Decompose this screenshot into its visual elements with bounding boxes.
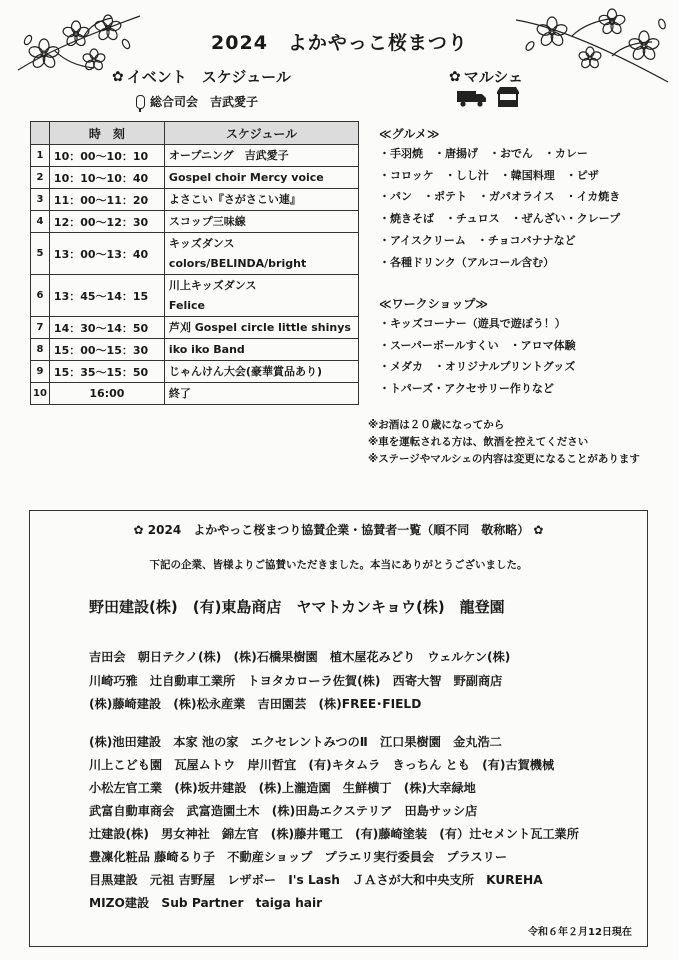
row-number: 3 [31, 189, 50, 211]
schedule-line: キッズダンス [168, 236, 235, 250]
sponsor-line: 辻建設(株) 男女神社 錦左官 (株)藤井電工 (有)藤崎塗装 (有）辻セメント瓦工業所 [89, 827, 579, 841]
row-time: 10：00〜10：10 [49, 145, 164, 167]
event-schedule-heading [112, 66, 291, 87]
row-time: 13：00〜13：40 [49, 233, 164, 275]
row-time: 13：45〜14：15 [49, 275, 164, 317]
table-row [31, 167, 359, 189]
gourmet-line: ・焼きそば ・チュロス ・ぜんざい・クレープ [379, 212, 621, 226]
schedule-line: スコップ三味線 [168, 214, 246, 228]
row-number: 8 [31, 339, 50, 361]
schedule-line: Felice [168, 298, 205, 312]
table-row [31, 317, 359, 339]
sponsor-line: 豊凜化粧品 藤崎るり子 不動産ショップ プラエリ実行委員会 プラスリー [89, 850, 508, 864]
workshop-line: ・トパーズ・アクセサリー作りなど [379, 382, 554, 396]
flower-icon: ✿ [449, 68, 461, 85]
schedule-line: 芦刈 Gospel circle little shinys [168, 320, 351, 334]
workshop-section [379, 295, 576, 400]
schedule-line: よさこい『さがさこい連』 [168, 192, 301, 206]
schedule-line: 終了 [168, 386, 191, 400]
page-title: 2024 よかやっこ桜まつり [211, 32, 468, 54]
row-time: 15：35〜15：50 [49, 361, 164, 383]
market-stall-icon [496, 86, 520, 108]
row-time: 15：00〜15：30 [49, 339, 164, 361]
sponsor-line: 吉田会 朝日テクノ(株) (株)石橋果樹園 植木屋花みどり ウェルケン(株) [89, 650, 511, 664]
row-schedule [164, 275, 358, 317]
notes [368, 417, 640, 468]
sponsor-line: 小松左官工業 (株)坂井建設 (株)上瀧造園 生鮮横丁 (株)大幸緑地 [89, 781, 476, 795]
table-row [31, 339, 359, 361]
workshop-line: ・スーパーボールすくい ・アロマ体験 [379, 338, 576, 352]
table-row [31, 145, 359, 167]
schedule-line: じゃんけん大会(豪華賞品あり) [168, 364, 322, 378]
table-row [31, 189, 359, 211]
sponsor-line: 目黒建設 元祖 吉野屋 レザボー I's Lash ＪＡさが大和中央支所 KUREHA [89, 873, 543, 887]
row-number: 1 [31, 145, 50, 167]
row-time: 11：00〜11：20 [49, 189, 164, 211]
flower-icon: ✿ [533, 523, 544, 537]
row-number: 5 [31, 233, 50, 275]
note-line: ※ステージやマルシェの内容は変更になることがあります [368, 453, 640, 465]
schedule-line: 川上キッズダンス [168, 278, 257, 292]
sponsor-line: MIZO建設 Sub Partner taiga hair [89, 896, 323, 910]
major-sponsors: 野田建設(株) (有)東島商店 ヤマトカンキョウ(株) 龍登園 [89, 598, 505, 616]
as-of-date: 令和６年２月12日現在 [528, 927, 632, 938]
sponsor-title-text: 2024 よかやっこ桜まつり協賛企業・協賛者一覧（順不同 敬称略） [147, 523, 530, 537]
gourmet-line: ・パン ・ポテト ・ガパオライス ・イカ焼き [379, 190, 621, 204]
truck-icon [457, 90, 487, 107]
microphone-icon [136, 95, 145, 109]
mc-text: 総合司会 吉武愛子 [150, 95, 259, 109]
gourmet-line: ・コロッケ ・しし汁 ・韓国料理 ・ピザ [379, 168, 599, 182]
schedule-header-no [31, 122, 50, 145]
row-number: 10 [31, 383, 50, 405]
event-schedule-heading-text: イベント スケジュール [126, 68, 291, 86]
note-line: ※車を運転される方は、飲酒を控えてください [368, 436, 589, 448]
schedule-line: iko iko Band [168, 342, 245, 356]
row-schedule [164, 339, 358, 361]
sponsor-intro: 下記の企業、皆様よりご協賛いただきました。本当にありがとうございました。 [149, 559, 528, 571]
table-row [31, 233, 359, 275]
table-row [31, 361, 359, 383]
row-time: 16:00 [49, 383, 164, 405]
row-time: 14：30〜14：50 [49, 317, 164, 339]
row-number: 9 [31, 361, 50, 383]
mc-line [136, 93, 258, 110]
marche-heading-text: マルシェ [463, 68, 524, 86]
schedule-header-schedule: スケジュール [164, 122, 358, 145]
gourmet-title: ≪グルメ≫ [379, 127, 440, 141]
row-time: 10：10〜10：40 [49, 167, 164, 189]
sponsor-line: (株)藤崎建設 (株)松永産業 吉田園芸 (株)FREE･FIELD [89, 697, 422, 711]
gourmet-line: ・各種ドリンク（アルコール含む） [379, 255, 555, 269]
marche-heading [449, 66, 523, 87]
row-number: 7 [31, 317, 50, 339]
note-line: ※お酒は２０歳になってから [368, 419, 505, 431]
schedule-line: colors/BELINDA/bright [168, 256, 307, 270]
row-number: 4 [31, 211, 50, 233]
row-schedule [164, 211, 358, 233]
schedule-header-time: 時 刻 [49, 122, 164, 145]
row-schedule [164, 189, 358, 211]
table-row [31, 211, 359, 233]
workshop-line: ・キッズコーナー（遊具で遊ぼう！） [379, 317, 566, 330]
row-schedule [164, 317, 358, 339]
sponsor-line: 川上こども園 瓦屋ムトウ 岸川哲宜 (有)キタムラ きっちん とも (有)古賀機械 [89, 758, 555, 772]
sponsor-line: (株)池田建設 本家 池の家 エクセレントみつのⅡ 江口果樹園 金丸浩二 [89, 735, 502, 749]
row-schedule [164, 167, 358, 189]
schedule-line: Gospel choir Mercy voice [168, 170, 324, 184]
schedule-line: オープニング 吉武愛子 [168, 148, 289, 162]
flower-icon: ✿ [133, 523, 144, 537]
workshop-line: ・メダカ ・オリジナルプリントグッズ [379, 360, 576, 374]
flower-icon: ✿ [112, 68, 124, 85]
sponsor-line: 川崎巧雅 辻自動車工業所 トヨタカローラ佐賀(株) 西寄大智 野副商店 [89, 673, 503, 688]
row-number: 2 [31, 167, 50, 189]
row-schedule [164, 361, 358, 383]
row-number: 6 [31, 275, 50, 317]
row-time: 12：00〜12：30 [49, 211, 164, 233]
row-schedule [164, 145, 358, 167]
gourmet-section [379, 125, 620, 273]
workshop-title: ≪ワークショップ≫ [379, 297, 488, 311]
sponsor-group-2 [89, 731, 579, 915]
sponsor-group-1 [89, 646, 510, 717]
gourmet-line: ・手羽焼 ・唐揚げ ・おでん ・カレー [379, 147, 588, 160]
table-row [31, 275, 359, 317]
sponsor-title [29, 521, 648, 538]
table-row [31, 383, 359, 405]
schedule-header-row [31, 122, 359, 145]
gourmet-line: ・アイスクリーム ・チョコバナナなど [379, 233, 576, 247]
row-schedule [164, 383, 358, 405]
schedule-table [30, 121, 359, 405]
sponsor-line: 武富自動車商会 武富造園土木 (株)田島エクステリア 田島サッシ店 [89, 804, 478, 818]
row-schedule [164, 233, 358, 275]
